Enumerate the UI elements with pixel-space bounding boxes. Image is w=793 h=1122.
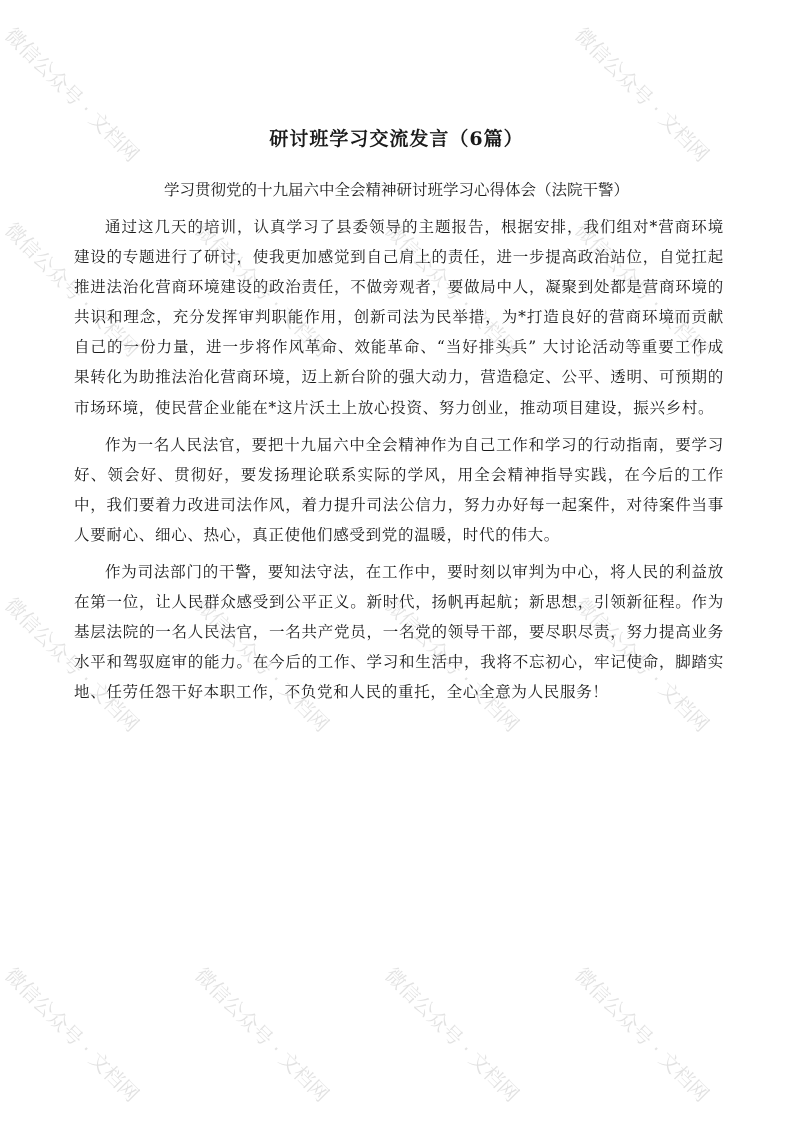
document-title: 研讨班学习交流发言（6篇）	[269, 128, 524, 150]
watermark: 微信公众号 · 文档网	[570, 217, 714, 362]
watermark: 微信公众号 · 文档网	[0, 962, 144, 1107]
body-paragraph-1: 通过这几天的培训，认真学习了县委领导的主题报告，根据安排，我们组对*营商环境建设的专题进行了研讨，使我更加感觉到自己肩上的责任，进一步提高政治站位，自觉扛起推进法治化营商环境建设的政治责任，不做旁观者，要做局中人，凝聚到处都是营商环境的共识和理念，充分发挥审判职能作用，创新司法为民举措，为*打造良好的营商环境而贡献自己的一份力量，进一步将作风革命、效能革命、“当好排头兵” 大讨论活动等重要工作成果转化为助推法治化营商环境，迈上新台阶的强大动力，营造稳定、公平、透明、可预期的市场环境，使民营企业能在*这片沃土上放心投资、努力创业，推动项目建设，振兴乡村。	[74, 218, 724, 417]
watermark: 微信公众号 · 文档网	[0, 592, 144, 737]
watermark: 微信公众号 · 文档网	[380, 962, 524, 1107]
document-subtitle: 学习贯彻党的十九届六中全会精神研讨班学习心得体会（法院干警）	[163, 181, 629, 199]
body-paragraph-2: 作为一名人民法官，要把十九届六中全会精神作为自己工作和学习的行动指南，要学习好、领会好、贯彻好，要发扬理论联系实际的学风，用全会精神指导实践，在今后的工作中，我们要着力改进司法作风，着力提升司法公信力，努力办好每一起案件，对待案件当事人要耐心、细心、热心，真正使他们感受到党的温暖，时代的伟大。	[74, 435, 724, 544]
document-body	[74, 212, 724, 715]
watermark: 微信公众号 · 文档网	[190, 962, 334, 1107]
watermark: 微信公众号 · 文档网	[570, 962, 714, 1107]
watermark: 微信公众号 · 文档网	[0, 22, 144, 167]
watermark: 微信公众号 · 文档网	[570, 22, 714, 167]
watermark: 微信公众号 · 文档网	[380, 217, 524, 362]
body-paragraph-3: 作为司法部门的干警，要知法守法，在工作中，要时刻以审判为中心，将人民的利益放在第一位，让人民群众感受到公平正义。新时代，扬帆再起航；新思想，引领新征程。作为基层法院的一名人民法官，一名共产党员，一名党的领导干部，要尽职尽责，努力提高业务水平和驾驭庭审的能力。在今后的工作、学习和生活中，我将不忘初心，牢记使命，脚踏实地、任劳任怨干好本职工作，不负党和人民的重托，全心全意为人民服务！	[74, 563, 724, 702]
watermark: 微信公众号 · 文档网	[190, 217, 334, 362]
watermark: 微信公众号 · 文档网	[190, 592, 334, 737]
watermark: 微信公众号 · 文档网	[380, 592, 524, 737]
watermark: 微信公众号 · 文档网	[0, 217, 144, 362]
watermark: 微信公众号 · 文档网	[570, 592, 714, 737]
